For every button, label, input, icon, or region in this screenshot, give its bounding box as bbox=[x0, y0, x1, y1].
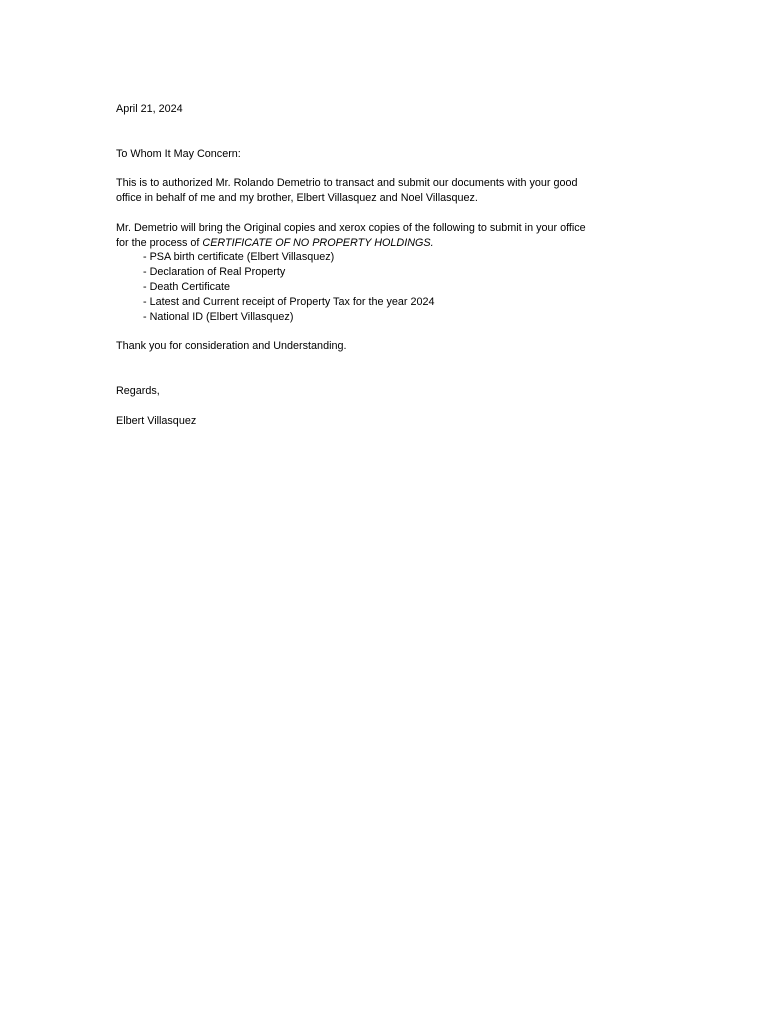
letter-body bbox=[116, 102, 656, 428]
list-item: - Latest and Current receipt of Property Tax for the year 2024 bbox=[143, 295, 435, 308]
paragraph-documents bbox=[116, 221, 656, 325]
paragraph-line bbox=[116, 236, 656, 251]
paragraph-line: office in behalf of me and my brother, Elbert Villasquez and Noel Villasquez. bbox=[116, 192, 478, 205]
letter-salutation: To Whom It May Concern: bbox=[116, 147, 241, 160]
list-item: - Declaration of Real Property bbox=[143, 266, 286, 279]
list-item: - Death Certificate bbox=[143, 280, 231, 293]
list-item: - PSA birth certificate (Elbert Villasquez) bbox=[143, 251, 335, 264]
closing-line: Regards, bbox=[116, 384, 160, 397]
paragraph-text: for the process of bbox=[116, 236, 203, 249]
paragraph-line: This is to authorized Mr. Rolando Demetrio to transact and submit our documents with your good bbox=[116, 177, 578, 190]
spacer bbox=[116, 324, 656, 339]
certificate-name: CERTIFICATE OF NO PROPERTY HOLDINGS. bbox=[202, 236, 434, 249]
letter-date: April 21, 2024 bbox=[116, 103, 183, 115]
paragraph-authorization bbox=[116, 176, 656, 206]
document-list bbox=[116, 250, 656, 324]
spacer bbox=[116, 354, 656, 384]
list-item: - National ID (Elbert Villasquez) bbox=[143, 310, 294, 323]
spacer bbox=[116, 162, 656, 177]
thanks-line: Thank you for consideration and Understanding. bbox=[116, 340, 347, 353]
spacer bbox=[116, 206, 656, 221]
signature-name: Elbert Villasquez bbox=[116, 414, 197, 427]
spacer bbox=[116, 399, 656, 414]
spacer bbox=[116, 117, 656, 147]
paragraph-line: Mr. Demetrio will bring the Original copies and xerox copies of the following to submit in your office bbox=[116, 221, 586, 234]
